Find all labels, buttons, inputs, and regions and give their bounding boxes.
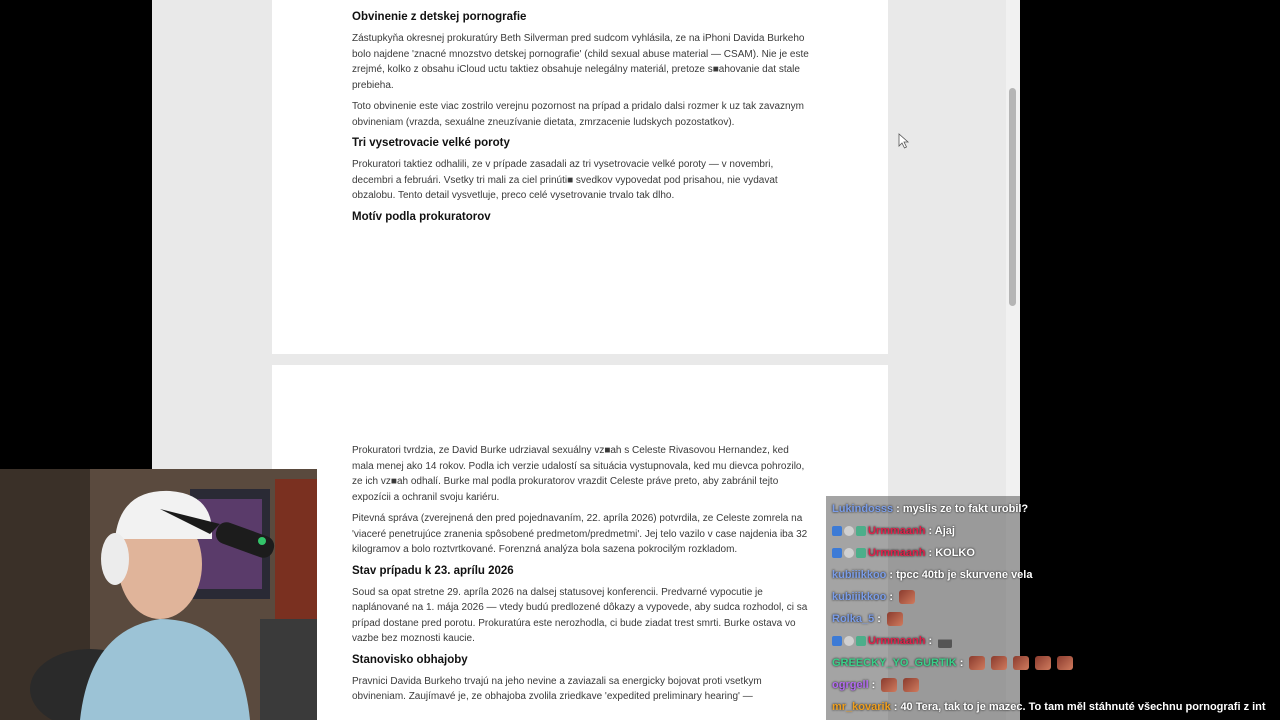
chat-text: : myslis ze to fakt urobil? (896, 503, 1029, 515)
chat-badge-icon (832, 526, 842, 536)
emote-icon (991, 656, 1007, 670)
mouse-cursor-icon (898, 133, 910, 149)
chat-username[interactable]: kubiiikkoo (832, 569, 887, 581)
chat-badge-icon (856, 526, 866, 536)
chat-message (832, 654, 1073, 672)
chat-message (832, 544, 975, 562)
paragraph: Prokuratori tvrdzia, ze David Burke udrziaval sexuálny vz■ah s Celeste Rivasovou Hernandez, ked mala menej ako 14 rokov. Podla ich verzie udalostí sa situácia vystupnovala, ked mu dievca pohrozilo, ze ich vz■ah odhalí. Burke mal podla prokuratorov vrazdit Celeste práve preto, aby zabránil tejto expozícii a ochranil svoju kariéru. (352, 445, 805, 503)
section-heading: Stav prípadu k 23. aprílu 2026 (352, 564, 514, 577)
chat-badge-icon (844, 526, 854, 536)
chat-text: : 40 Tera, tak to je mazec. To tam měl stáhnuté všechnu pornografi z int (893, 701, 1266, 713)
emote-icon (881, 678, 897, 692)
chat-message (832, 698, 1266, 716)
chat-username[interactable]: ogrgell (832, 679, 869, 691)
chat-message (832, 566, 1032, 584)
section-heading: Tri vysetrovacie velké poroty (352, 137, 510, 149)
chat-message (832, 500, 1028, 518)
chat-message (832, 632, 952, 650)
emote-icon (1035, 656, 1051, 670)
chat-text: : (871, 679, 876, 691)
section-heading: Stanovisko obhajoby (352, 653, 468, 666)
chat-username[interactable]: Lukindosss (832, 503, 894, 515)
chat-message (832, 588, 915, 606)
emote-icon (903, 678, 919, 692)
paragraph: Pravnici Davida Burkeho trvajú na jeho nevine a zaviazali sa energicky bojovat proti vsetkym obvineniam. Zaujímavé je, ze obhajoba zvolila zriedkave 'expedited preliminary hearing' — (352, 675, 762, 702)
chat-text: : KOLKO (928, 547, 975, 559)
document-page-1 (272, 0, 888, 354)
paragraph: Zástupkyňa okresnej prokuratúry Beth Silverman pred sudcom vyhlásila, ze na iPhoni Davida Burkeho bolo najdene 'znacné mnozstvo detskej pornografie' (child sexual abuse material — CSAM). Nie je este zrejmé, kolko z obsahu iCloud uctu taktiez obsahuje nelegálny materiál, pretoze s■ahovanie dat stale prebieha. (352, 33, 809, 91)
chat-text: : Ajaj (928, 525, 955, 537)
chat-username[interactable]: kubiiikkoo (832, 591, 887, 603)
chat-text: : (959, 657, 964, 669)
chat-badge-icon (856, 636, 866, 646)
chat-badge-icon (856, 548, 866, 558)
paragraph: Soud sa opat stretne 29. apríla 2026 na dalsej statusovej konferencii. Predvarné vypocutie je naplánované na 1. mája 2026 — vtedy budú predlozené dôkazy a vypovede, aby sudca rozhodol, ci sa prípad dostane pred porotu. Prokuratúra este nerozhodla, ci bude ziadat trest smrti. Burke ostava vo vazbe bez moznosti kaucie. (352, 586, 808, 644)
paragraph: Toto obvinenie este viac zostrilo verejnu pozornost na prípad a pridalo dalsi rozmer k uz tak zavaznym obvineniam (vrazda, sexuálne zneuzívanie dietata, zmrzacenie ludskych pozostatkov). (352, 101, 804, 128)
chat-text: : tpcc 40tb je skurvene vela (889, 569, 1033, 581)
emote-icon (899, 590, 915, 604)
chat-username[interactable]: Urmmaanh (868, 525, 926, 537)
chat-text: : (928, 635, 933, 647)
stream-chat-overlay (826, 496, 1280, 720)
chat-username[interactable]: mr_kovarik (832, 701, 891, 713)
chat-username[interactable]: Rolka_5 (832, 613, 875, 625)
paragraph: Prokuratori taktiez odhalili, ze v prípade zasadali az tri vysetrovacie velké poroty — v novembri, decembri a februári. Vsetky tri mali za ciel prinúti■ svedkov vypovedat pod prisahou, nie vydavat obzalobu. Tento detail vysvetluje, preco celé vysetrovanie trvalo tak dlho. (352, 159, 778, 201)
chat-badge-icon (844, 636, 854, 646)
emote-icon (887, 612, 903, 626)
section-heading: Motív podla prokuratorov (352, 210, 491, 223)
chat-text: : (877, 613, 881, 625)
chat-badge-icon (832, 548, 842, 558)
chat-username[interactable]: Urmmaanh (868, 635, 926, 647)
paragraph: Pitevná správa (zverejnená den pred pojednavaním, 22. apríla 2026) potvrdila, ze Celeste zomrela na 'viaceré penetrujúce zranenia spôsobené predmetom/predmetmi'. Jej telo vazilo v case najdenia iba 32 kilogramov a bolo roztvrtkované. Forenzná analýza bola sazena pokrocilým rozkladom. (352, 513, 808, 555)
chat-text: : (889, 591, 894, 603)
emote-icon (1057, 656, 1073, 670)
emote-icon (1013, 656, 1029, 670)
section-heading: Obvinenie z detskej pornografie (352, 11, 527, 23)
chat-username[interactable]: GREECKY_YO_GURTIK (832, 657, 957, 669)
scrollbar-thumb[interactable] (1009, 88, 1016, 306)
chat-badge-icon (832, 636, 842, 646)
emote-icon (969, 656, 985, 670)
chat-message (832, 676, 919, 694)
chat-badge-icon (844, 548, 854, 558)
chat-message (832, 610, 903, 628)
webcam-overlay (0, 469, 317, 720)
emote-icon (938, 634, 952, 648)
document-page-2 (272, 365, 888, 720)
chat-username[interactable]: Urmmaanh (868, 547, 926, 559)
chat-message (832, 522, 955, 540)
